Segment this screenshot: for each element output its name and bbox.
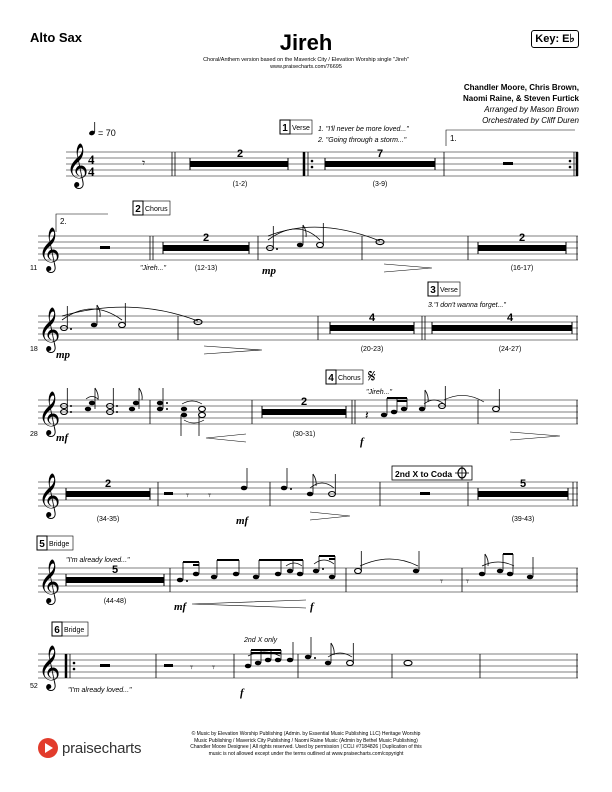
svg-text:Verse: Verse bbox=[440, 287, 458, 294]
eighth-rest-icon: 𝄾 bbox=[142, 156, 146, 170]
svg-text:𝄾: 𝄾 bbox=[186, 490, 189, 502]
note-group bbox=[245, 642, 293, 668]
measure-range: (24-27) bbox=[498, 346, 522, 353]
writers-line-2: Naomi Raine, & Steven Furtick bbox=[462, 94, 579, 103]
second-ending bbox=[56, 214, 108, 232]
measure-range: (30-31) bbox=[292, 431, 316, 438]
note-group bbox=[61, 388, 143, 415]
orchestrator: Orchestrated by Cliff Duren bbox=[482, 116, 579, 125]
dynamic-mp: mp bbox=[56, 349, 71, 361]
lyric-cue: "I'm already loved..." bbox=[68, 687, 132, 694]
tempo-value: = 70 bbox=[98, 128, 116, 138]
instrument-name: Alto Sax bbox=[30, 30, 83, 45]
svg-text:𝄾: 𝄾 bbox=[212, 662, 215, 674]
dynamic-f: f bbox=[240, 687, 244, 699]
note-group bbox=[267, 223, 380, 251]
subtitle-url: www.praisecharts.com/76695 bbox=[270, 64, 342, 70]
svg-text:6: 6 bbox=[54, 625, 60, 636]
rehearsal-mark-3 bbox=[428, 282, 460, 296]
measure-range: (1-2) bbox=[232, 181, 248, 188]
multi-measure-rest bbox=[66, 577, 164, 583]
rest-count: 2 bbox=[300, 396, 308, 408]
staff-system-1 bbox=[66, 120, 578, 189]
svg-text:𝄾: 𝄾 bbox=[440, 576, 443, 588]
note-group bbox=[466, 554, 533, 588]
svg-text:1: 1 bbox=[282, 123, 288, 134]
crescendo bbox=[192, 600, 306, 608]
half-rest bbox=[164, 664, 173, 667]
measure-range: (39-43) bbox=[511, 516, 535, 523]
rehearsal-mark-2 bbox=[133, 201, 170, 215]
treble-clef-icon: 𝄞 bbox=[38, 475, 61, 517]
rehearsal-mark-1 bbox=[280, 120, 312, 134]
subtitle-line: Choral/Anthem version based on the Maverick City / Elevation Worship single "Jireh" bbox=[203, 57, 409, 63]
lyric-cue: "I'm already loved..." bbox=[66, 557, 130, 564]
staff-system-2 bbox=[30, 201, 578, 277]
rest-count: 2 bbox=[202, 232, 210, 244]
rest-count: 7 bbox=[376, 148, 384, 160]
svg-text:3: 3 bbox=[430, 285, 436, 296]
copyright-line: Chandler Moore Designee | All rights reserved. Used by permission | CCLI #7184826 | Duplication of this bbox=[190, 744, 422, 750]
copyright-line: © Music by Elevation Worship Publishing (Admin. by Essential Music Publishing LLC) Heritage Worship bbox=[191, 731, 421, 737]
writers-line-1: Chandler Moore, Chris Brown, bbox=[463, 83, 579, 92]
half-note bbox=[493, 407, 500, 412]
dynamic-mf: mf bbox=[174, 601, 187, 613]
decrescendo bbox=[510, 432, 560, 440]
multi-measure-rest bbox=[262, 409, 346, 415]
arranger: Arranged by Mason Brown bbox=[484, 105, 579, 114]
multi-measure-rest bbox=[190, 161, 288, 167]
treble-clef-icon: 𝄞 bbox=[38, 229, 61, 271]
measure-number: 11 bbox=[30, 265, 38, 272]
treble-clef-icon: 𝄞 bbox=[38, 647, 61, 689]
measure-range: (16-17) bbox=[510, 265, 534, 272]
measure-range: (34-35) bbox=[96, 516, 120, 523]
dynamic-mp: mp bbox=[262, 265, 277, 277]
measure-number: 18 bbox=[30, 346, 38, 353]
key-box: Key: E♭ bbox=[531, 30, 579, 48]
treble-clef-icon: 𝄞 bbox=[66, 145, 89, 187]
multi-measure-rest bbox=[478, 491, 568, 497]
lyric-cue: 1. "I'll never be more loved..." bbox=[318, 126, 409, 133]
first-ending bbox=[446, 130, 575, 146]
note-group bbox=[355, 551, 443, 588]
measure-range: (12-13) bbox=[194, 265, 218, 272]
praisecharts-logo bbox=[38, 737, 141, 759]
svg-text:𝄾: 𝄾 bbox=[208, 490, 211, 502]
dynamic-f: f bbox=[310, 601, 314, 613]
dynamic-mf: mf bbox=[236, 515, 249, 527]
rest-count: 2 bbox=[236, 148, 244, 160]
crescendo bbox=[206, 434, 246, 442]
treble-clef-icon: 𝄞 bbox=[38, 393, 61, 435]
multi-measure-rest bbox=[163, 245, 249, 251]
lyric-cue: "Jireh..." bbox=[140, 265, 166, 272]
logo-text: praisecharts bbox=[62, 739, 142, 757]
copyright-line: music is not allowed except under the terms outlined at www.praisecharts.com/copyright bbox=[208, 750, 404, 757]
segno-icon: 𝄋 bbox=[368, 366, 376, 386]
rest-count: 5 bbox=[111, 564, 119, 576]
copyright-line: Music Publishing / Maverick City Publishing / Naomi Raine Music (Admin by Bethel Music Publishing) bbox=[194, 737, 418, 744]
multi-measure-rest bbox=[478, 245, 566, 251]
staff-system-3 bbox=[30, 282, 578, 361]
svg-text:𝄾: 𝄾 bbox=[466, 576, 469, 588]
treble-clef-icon: 𝄞 bbox=[38, 309, 61, 351]
note-group bbox=[177, 556, 335, 582]
coda-text: 2nd X to Coda bbox=[395, 469, 453, 479]
treble-clef-icon: 𝄞 bbox=[38, 561, 61, 603]
svg-text:4: 4 bbox=[88, 152, 95, 167]
rest-count: 2 bbox=[518, 232, 526, 244]
staff-system-5 bbox=[38, 466, 578, 527]
rest-count: 5 bbox=[519, 478, 527, 490]
staff-system-6 bbox=[37, 536, 578, 613]
multi-measure-rest bbox=[432, 325, 572, 331]
decrescendo bbox=[310, 512, 350, 520]
rest-count: 4 bbox=[368, 312, 376, 324]
coda-icon bbox=[455, 466, 469, 480]
whole-rest bbox=[503, 162, 513, 165]
whole-rest bbox=[100, 246, 110, 249]
rest-count: 2 bbox=[104, 478, 112, 490]
rehearsal-mark-6 bbox=[52, 622, 88, 636]
coda-direction bbox=[392, 466, 472, 480]
whole-note bbox=[404, 660, 412, 665]
lyric-cue: 2. "Going through a storm..." bbox=[318, 137, 407, 144]
multi-measure-rest bbox=[66, 491, 150, 497]
note-group bbox=[164, 468, 247, 502]
half-rest bbox=[164, 492, 173, 495]
svg-text:4: 4 bbox=[328, 373, 334, 384]
copyright-notice bbox=[170, 731, 442, 757]
lyric-cue: 3."I don't wanna forget..." bbox=[428, 302, 506, 309]
svg-text:Verse: Verse bbox=[292, 125, 310, 132]
note-group bbox=[305, 637, 354, 666]
decrescendo bbox=[384, 264, 432, 272]
dynamic-mf: mf bbox=[56, 432, 69, 444]
measure-range: (44-48) bbox=[103, 598, 127, 605]
note-group bbox=[61, 303, 198, 331]
dynamic-f: f bbox=[360, 436, 364, 448]
svg-text:5: 5 bbox=[39, 539, 45, 550]
staff-system-7 bbox=[30, 622, 578, 699]
whole-rest bbox=[420, 492, 430, 495]
whole-rest bbox=[100, 664, 110, 667]
svg-text:4: 4 bbox=[88, 164, 95, 179]
lyric-cue: "Jireh..." bbox=[366, 389, 392, 396]
multi-measure-rest bbox=[330, 325, 414, 331]
svg-text:Chorus: Chorus bbox=[338, 375, 361, 382]
svg-text:1.: 1. bbox=[450, 134, 457, 143]
rehearsal-mark-4 bbox=[326, 370, 363, 384]
rehearsal-mark-5 bbox=[37, 536, 73, 550]
svg-text:2.: 2. bbox=[60, 217, 67, 226]
measure-number: 52 bbox=[30, 683, 38, 690]
tempo-marking bbox=[88, 122, 115, 138]
measure-range: (3-9) bbox=[372, 181, 388, 188]
staff-system-4 bbox=[30, 366, 578, 448]
svg-text:Chorus: Chorus bbox=[145, 206, 168, 213]
song-title: Jireh bbox=[279, 30, 333, 55]
measure-number: 28 bbox=[30, 431, 38, 438]
svg-text:Bridge: Bridge bbox=[64, 627, 85, 634]
svg-text:2: 2 bbox=[135, 204, 141, 215]
multi-measure-rest bbox=[325, 161, 435, 167]
rest-count: 4 bbox=[506, 312, 514, 324]
svg-text:Bridge: Bridge bbox=[49, 541, 70, 548]
play-logo-icon bbox=[38, 738, 58, 758]
second-time-only: 2nd X only bbox=[244, 637, 278, 644]
svg-text:𝄾: 𝄾 bbox=[190, 662, 193, 674]
decrescendo bbox=[204, 346, 262, 354]
measure-range: (20-23) bbox=[360, 346, 384, 353]
quarter-rest-icon: 𝄽 bbox=[365, 408, 369, 422]
